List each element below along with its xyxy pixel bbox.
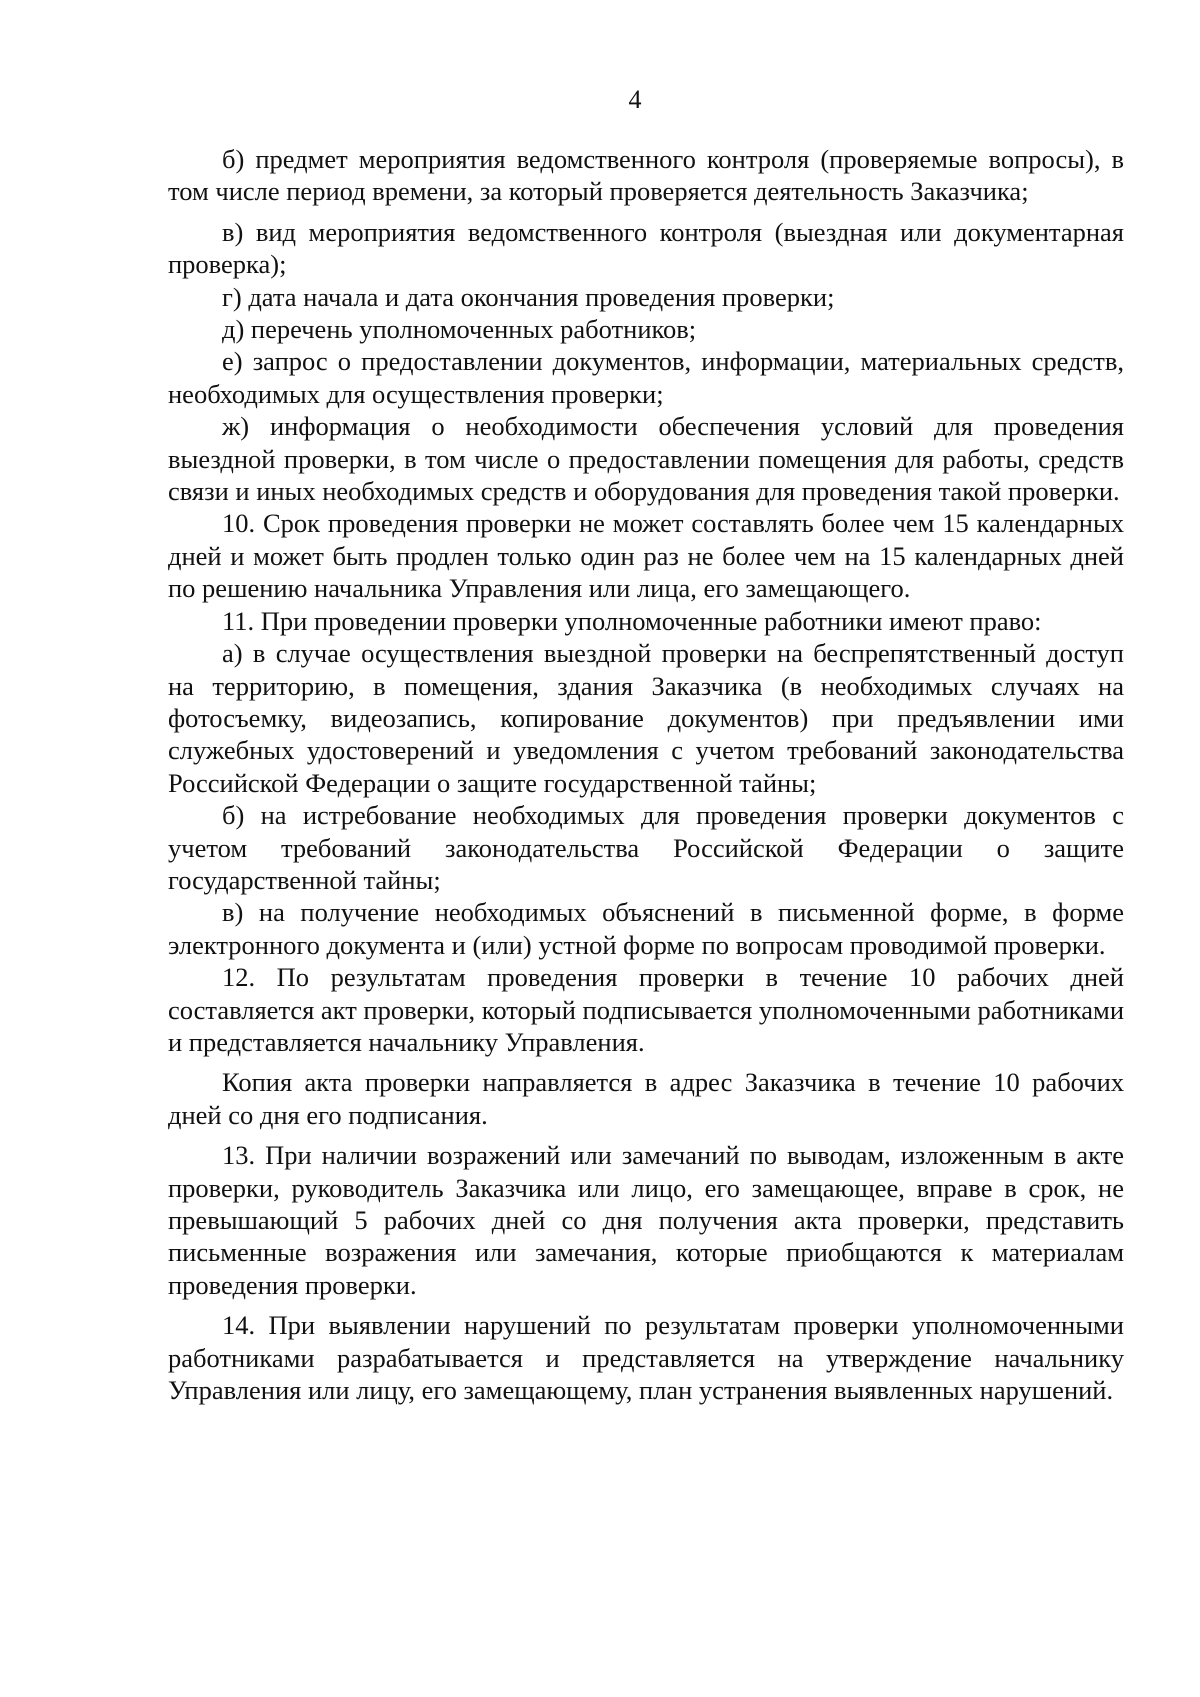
paragraph-b-subject: б) предмет мероприятия ведомственного контроля (проверяемые вопросы), в том числе период времени, за который проверяется деятельность Заказчика; xyxy=(168,144,1124,207)
paragraph-g-dates: г) дата начала и дата окончания проведения проверки; xyxy=(222,281,835,312)
page-number: 4 xyxy=(628,85,642,114)
paragraph-14-violations: 14. При выявлении нарушений по результатам проверки уполномоченными работниками разрабатывается и представляется на утверждение начальнику Управления или лицу, его замещающему, план устранения выявленных нарушений. xyxy=(168,1310,1124,1406)
paragraph-11v-explanations: в) на получение необходимых объяснений в письменной форме, в форме электронного документа и (или) устной форме по вопросам проводимой проверки. xyxy=(168,897,1124,960)
document-body xyxy=(168,143,1124,1406)
paragraph-11a-access: а) в случае осуществления выездной проверки на беспрепятственный доступ на территорию, в помещения, здания Заказчика (в необходимых случаях на фотосъемку, видеозапись, копирование документов) при предъявлении ими служебных удостоверений и уведомления с учетом требований законодательства Российской Федерации о защите государственной тайны; xyxy=(168,638,1124,798)
paragraph-10-term: 10. Срок проведения проверки не может составлять более чем 15 календарных дней и может быть продлен только один раз не более чем на 15 календарных дней по решению начальника Управления или лица, его замещающего. xyxy=(168,508,1124,604)
paragraph-11b-documents: б) на истребование необходимых для проведения проверки документов с учетом требований законодательства Российской Федерации о защите государственной тайны; xyxy=(168,800,1124,895)
paragraph-v-type: в) вид мероприятия ведомственного контроля (выездная или документарная проверка); xyxy=(168,216,1124,280)
paragraph-13-objections: 13. При наличии возражений или замечаний по выводам, изложенным в акте проверки, руководитель Заказчика или лицо, его замещающее, вправе в срок, не превышающий 5 рабочих дней со дня получения акта проверки, представить письменные возражения или замечания, которые приобщаются к материалам проведения проверки. xyxy=(168,1140,1124,1300)
paragraph-12-copy: Копия акта проверки направляется в адрес Заказчика в течение 10 рабочих дней со дня его подписания. xyxy=(168,1067,1124,1130)
paragraph-zh-info: ж) информация о необходимости обеспечения условий для проведения выездной проверки, в том числе о предоставлении помещения для работы, средств связи и иных необходимых средств и оборудования для проведения такой проверки. xyxy=(168,411,1124,507)
paragraph-d-staff: д) перечень уполномоченных работников; xyxy=(222,314,697,345)
paragraph-e-request: е) запрос о предоставлении документов, информации, материальных средств, необходимых для осуществления проверки; xyxy=(168,346,1124,409)
paragraph-11-rights: 11. При проведении проверки уполномоченные работники имеют право: xyxy=(222,605,1042,636)
paragraph-12-act: 12. По результатам проведения проверки в течение 10 рабочих дней составляется акт проверки, который подписывается уполномоченными работниками и представляется начальнику Управления. xyxy=(168,962,1124,1057)
